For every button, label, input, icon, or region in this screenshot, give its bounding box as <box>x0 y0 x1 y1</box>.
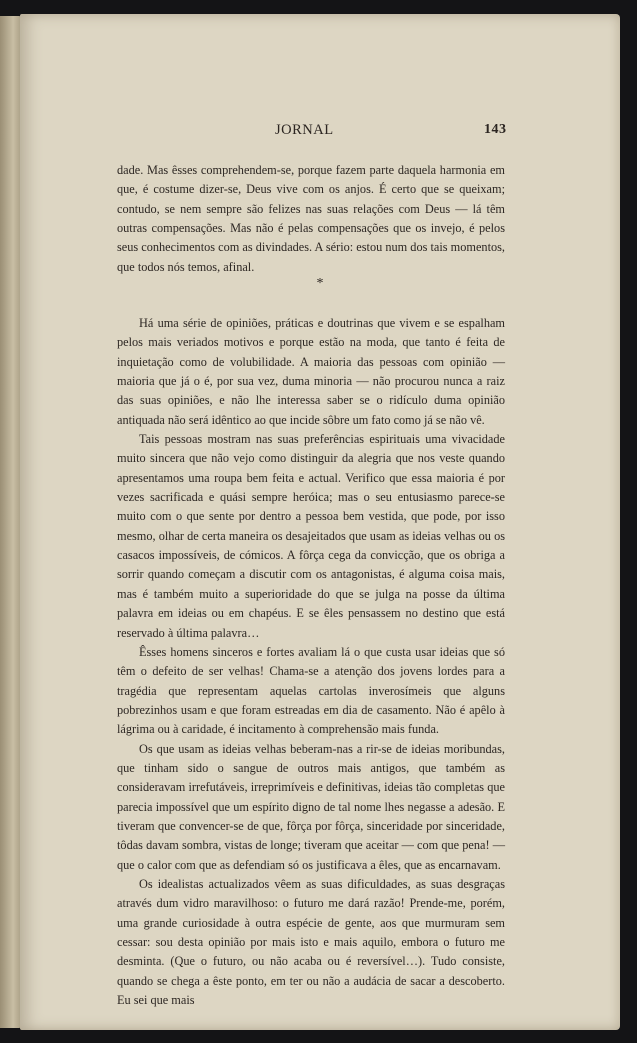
paragraph: Êsses homens sinceros e fortes avaliam lá o que custa usar ideias que só têm o defeito de ser velhas! Chama-se a atenção dos jovens lordes para a tragédia que representam aquelas cartolas inverosímeis que alguns pobrezinhos usam e que foram estreadas em dia de casamento. Não é apêlo à lágrima ou à caridade, é incitamento à comprehensão mais funda. <box>117 644 505 737</box>
paragraph: Os idealistas actualizados vêem as suas dificuldades, as suas desgraças através dum vidro maravilhoso: o futuro me dará razão! Prende-me, porém, uma grande curiosidade à outra espécie de gente, aos que murmuram sem cessar: sou desta opinião por mais isto e mais aquilo, embora o futuro me desminta. (Que o futuro, ou não acaba ou é reversível…). Tudo consiste, quando se chega a êste ponto, em ter ou não a audácia de sacar a descoberto. Eu sei que mais <box>117 876 505 1008</box>
book-page <box>20 14 620 1030</box>
page-header <box>20 122 620 144</box>
page-number: 143 <box>484 122 507 137</box>
paragraph: Os que usam as ideias velhas beberam-nas a rir-se de ideias moribundas, que tinham sido o sangue de outros mais antigos, que também as consideravam irrefutáveis, irreprimíveis e definitivas, ideias tão completas que parecia impossível que um espírito digno de tal nome lhes negasse a adesão. E tiveram que convencer-se de que, fôrça por fôrça, sinceridade por sinceridade, tôdas davam sombra, vistas de longe; tiveram que aceitar — com que pena! — que o calor com que as defendiam só os justificava a êles, que as encarnavam. <box>117 741 505 872</box>
continued-paragraph-block <box>117 161 505 277</box>
running-title: JORNAL <box>275 122 334 138</box>
paragraph: dade. Mas êsses comprehendem-se, porque fazem parte daquela harmonia em que, é costume dizer-se, Deus vive com os anjos. É certo que se queixam; contudo, se nem sempre são felizes nas suas relações com Deus — lá têm outras compensações. Mas não é pelas compensações que os invejo, é pelos seus conhecimentos com as divindades. A sério: estou num dos tais momentos, que todos nós temos, afinal. <box>117 163 505 274</box>
paragraph: Tais pessoas mostram nas suas preferências espirituais uma vivacidade muito sincera que não vejo como distinguir da alegria que nos veste quando apresentamos uma roupa bem feita e actual. Verifico que essa maioria é por vezes sacrificada e quási sempre heróica; mas o seu entusiasmo parece-se muito com o que sente por dentro a pessoa bem vestida, que pode, por isso mesmo, olhar de certa maneira os desajeitados que usam as ideias velhas ou os casacos impossíveis, de cómicos. A fôrça cega da convicção, que os obriga a sorrir quando começam a discutir com os antagonistas, é alguma coisa mais, mas é também muito a superioridade do que se julga na posse da última palavra em ideias ou em chapéus. E se êles pensassem no destino que está reservado à última palavra… <box>117 432 505 640</box>
section-break-asterisk: * <box>316 276 324 291</box>
paragraph: Há uma série de opiniões, práticas e doutrinas que vivem e se espalham pelos mais veriados motivos e porque estão na moda, que tanto é feita de inquietação como de volubilidade. A maioria das pessoas com opinião — maioria que já o é, por sua vez, duma minoria — não procurou nunca a raiz das suas opiniões, e não lhe interessa saber se o ridículo duma opinião antiquada não será idêntico ao que incide sôbre um fato como já se não vê. <box>117 316 505 427</box>
facing-page-edge <box>0 16 22 1028</box>
main-text-block <box>117 314 505 1010</box>
